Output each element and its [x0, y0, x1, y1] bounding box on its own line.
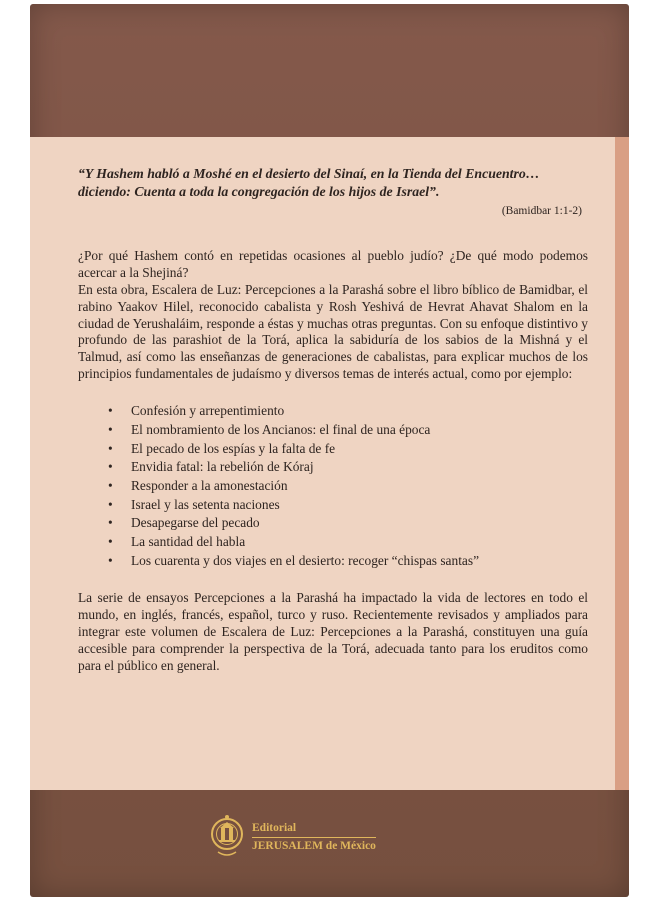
- publisher-block: [208, 812, 376, 862]
- topic-list-item: [108, 477, 588, 496]
- publisher-line-2: JERUSALEM de México: [252, 839, 376, 852]
- bullet-icon: •: [108, 496, 113, 512]
- topic-list-item: [108, 552, 588, 571]
- bullet-icon: •: [108, 515, 113, 531]
- publisher-line-1: Editorial: [252, 821, 297, 834]
- topic-text: El nombramiento de los Ancianos: el final de una época: [131, 421, 431, 437]
- intro-question: ¿Por qué Hashem contó en repetidas ocasiones al pueblo judío? ¿De qué modo podemos acercar a la Shejiná?: [78, 247, 588, 280]
- closing-paragraph: La serie de ensayos Percepciones a la Parashá ha impactado la vida de lectores en todo el mundo, en inglés, francés, español, turco y ruso. Recientemente revisados y ampliados para integrar este volumen de Escalera de Luz: Percepciones a la Parashá, constituyen una guía accesible para comprender la perspectiva de la Torá, adecuada tanto para los eruditos como para el público en general.: [78, 590, 588, 674]
- epigraph-quote: “Y Hashem habló a Moshé en el desierto del Sinaí, en la Tienda del Encuentro… diciendo: Cuenta a toda la congregación de los hijos de Israel”.: [78, 166, 540, 199]
- topic-list-item: [108, 496, 588, 515]
- topic-list-item: [108, 402, 588, 421]
- topic-list: [78, 402, 588, 570]
- publisher-divider: [252, 837, 376, 838]
- topic-list-item: [108, 458, 588, 477]
- epigraph-citation: (Bamidbar 1:1-2): [501, 205, 582, 217]
- publisher-seal-icon: [208, 812, 246, 862]
- topic-text: Israel y las setenta naciones: [131, 496, 280, 512]
- topic-list-item: [108, 421, 588, 440]
- topic-list-item: [108, 533, 588, 552]
- text-panel: [30, 137, 629, 790]
- panel-edge-stripe: [615, 137, 629, 790]
- topic-text: Desapegarse del pecado: [131, 515, 260, 531]
- publisher-name: [252, 822, 376, 853]
- bullet-icon: •: [108, 421, 113, 437]
- topic-text: Envidia fatal: la rebelión de Kóraj: [131, 459, 314, 475]
- bullet-icon: •: [108, 403, 113, 419]
- topic-text: Responder a la amonestación: [131, 477, 288, 493]
- bullet-icon: •: [108, 477, 113, 493]
- bullet-icon: •: [108, 459, 113, 475]
- bullet-icon: •: [108, 534, 113, 550]
- topic-text: Los cuarenta y dos viajes en el desierto: recoger “chispas santas”: [131, 552, 480, 568]
- bullet-icon: •: [108, 440, 113, 456]
- bullet-icon: •: [108, 552, 113, 568]
- topic-list-item: [108, 514, 588, 533]
- topic-text: La santidad del habla: [131, 534, 246, 550]
- book-back-cover: [30, 4, 629, 897]
- topic-text: El pecado de los espías y la falta de fe: [131, 440, 336, 456]
- topic-list-item: [108, 440, 588, 459]
- intro-body: En esta obra, Escalera de Luz: Percepciones a la Parashá sobre el libro bíblico de Bamidbar, el rabino Yaakov Hilel, reconocido cabalista y Rosh Yeshivá de Hevrat Ahavat Shalom en la ciudad de Yerushaláim, responde a éstas y muchas otras preguntas. Con su enfoque distintivo y profundo de las parashiot de la Torá, aplica la sabiduría de los sabios de la Mishná y el Talmud, así como las enseñanzas de generaciones de cabalistas, para explicar muchos de los principios fundamentales de judaísmo y diversos temas de interés actual, como por ejemplo:: [78, 281, 588, 382]
- panel-content: [78, 165, 588, 675]
- topic-text: Confesión y arrepentimiento: [131, 403, 285, 419]
